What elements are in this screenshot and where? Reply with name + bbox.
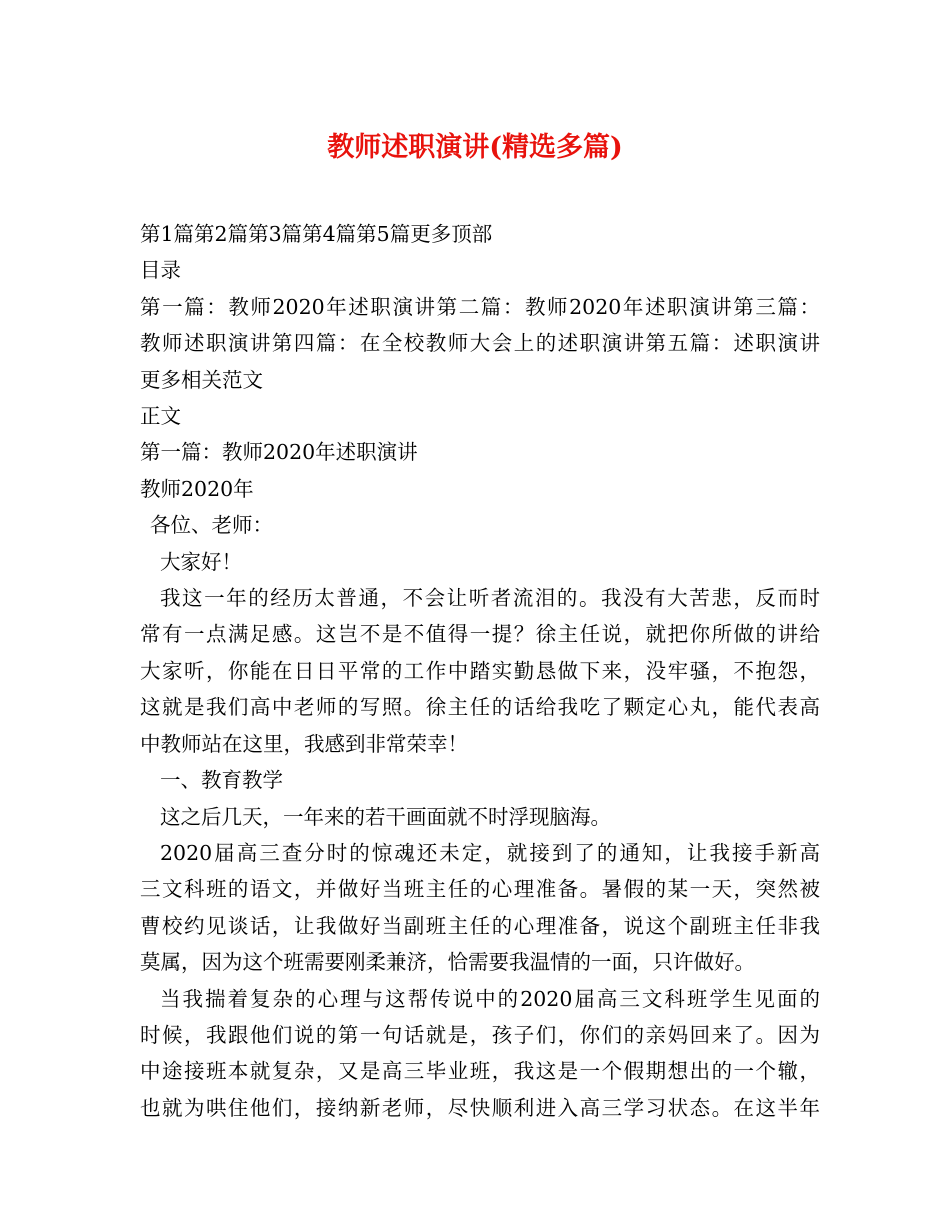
nav-links: 第1篇第2篇第3篇第4篇第5篇更多顶部 <box>140 222 493 246</box>
paragraph-line: 三文科班的语文，并做好当班主任的心理准备。暑假的某一天，突然被 <box>140 877 820 902</box>
toc-line: 教师述职演讲第四篇：在全校教师大会上的述职演讲第五篇：述职演讲 <box>140 331 820 356</box>
paragraph-line: 大家听，你能在日日平常的工作中踏实勤恳做下来，没牢骚，不抱怨， <box>140 658 820 683</box>
document-body <box>140 216 820 1126</box>
paragraph-line: 莫属，因为这个班需要刚柔兼济，恰需要我温情的一面，只许做好。 <box>140 950 755 975</box>
body-heading: 正文 <box>140 404 181 429</box>
paragraph-line: 时候，我跟他们说的第一句话就是，孩子们，你们的亲妈回来了。因为 <box>140 1022 820 1047</box>
paragraph-line: 中教师站在这里，我感到非常荣幸！ <box>140 731 468 756</box>
toc-line: 更多相关范文 <box>140 367 263 392</box>
toc-heading: 目录 <box>140 258 181 283</box>
section-heading: 第一篇：教师2020年述职演讲 <box>140 440 418 465</box>
paragraph-line: 2020届高三查分时的惊魂还未定，就接到了的通知，让我接手新高 <box>160 840 820 865</box>
greeting: 大家好！ <box>160 549 242 574</box>
heading-education: 一、教育教学 <box>160 768 283 793</box>
document-title: 教师述职演讲(精选多篇) <box>327 132 623 163</box>
paragraph-line: 这之后几天，一年来的若干画面就不时浮现脑海。 <box>160 804 611 829</box>
paragraph-line: 常有一点满足感。这岂不是不值得一提？徐主任说，就把你所做的讲给 <box>140 622 820 647</box>
paragraph-line: 中途接班本就复杂，又是高三毕业班，我这是一个假期想出的一个辙， <box>140 1059 820 1084</box>
toc-line: 第一篇：教师2020年述职演讲第二篇：教师2020年述职演讲第三篇： <box>140 294 820 319</box>
paragraph-line: 这就是我们高中老师的写照。徐主任的话给我吃了颗定心丸，能代表高 <box>140 695 820 720</box>
paragraph-line: 曹校约见谈话，让我做好当副班主任的心理准备，说这个副班主任非我 <box>140 913 820 938</box>
paragraph-line: 也就为哄住他们，接纳新老师，尽快顺利进入高三学习状态。在这半年 <box>140 1095 820 1120</box>
salutation: 各位、老师： <box>150 513 273 538</box>
section-subtitle: 教师2020年 <box>140 476 254 501</box>
paragraph-line: 我这一年的经历太普通，不会让听者流泪的。我没有大苦悲，反而时 <box>160 586 820 611</box>
paragraph-line: 当我揣着复杂的心理与这帮传说中的2020届高三文科班学生见面的 <box>160 986 820 1011</box>
